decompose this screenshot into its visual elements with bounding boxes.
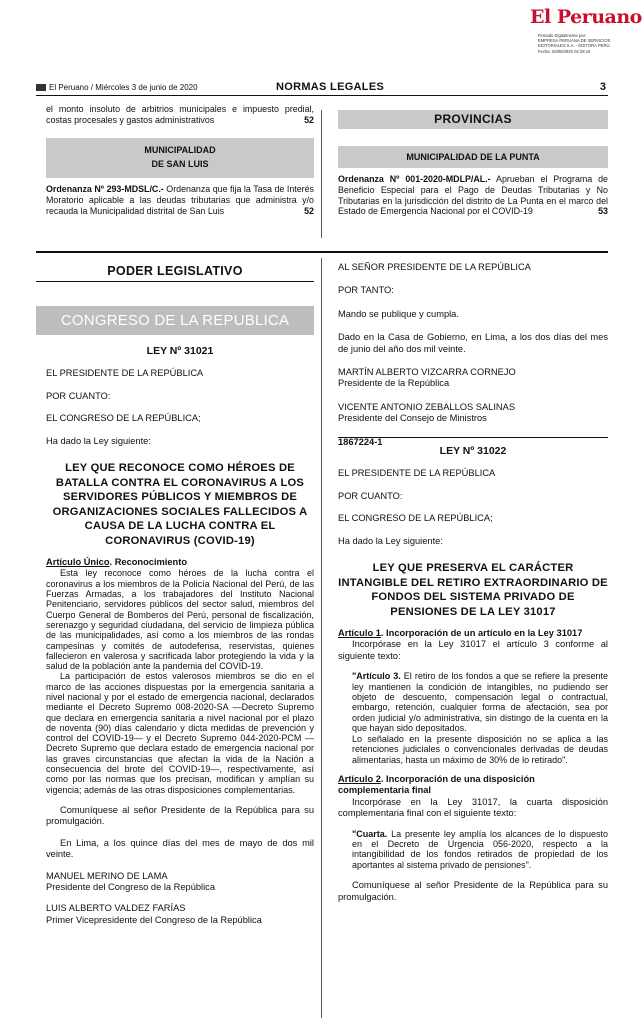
signer-role: Primer Vicepresidente del Congreso de la República <box>46 914 262 925</box>
page-header <box>36 80 608 96</box>
law-line: EL CONGRESO DE LA REPÚBLICA; <box>46 413 201 424</box>
law-line: Mando se publique y cumpla. <box>338 308 459 319</box>
signer-name: MARTÍN ALBERTO VIZCARRA CORNEJO <box>338 367 516 378</box>
signer-name: MANUEL MERINO DE LAMA <box>46 870 168 881</box>
column-divider <box>321 110 322 238</box>
article-label: Artículo 2 <box>338 773 381 784</box>
law-line: EL CONGRESO DE LA REPÚBLICA; <box>338 513 493 524</box>
header-date <box>36 83 198 92</box>
la-punta-box: MUNICIPALIDAD DE LA PUNTA <box>338 146 608 168</box>
quoted-text: La presente ley amplía los alcances de lo dispuesto en el Decreto de Urgencia 056-2020, respecto a la intangibilidad de los fondos retirados de propiedad de los aportantes al sistema privado de pensiones". <box>352 828 608 870</box>
quoted-label: "Cuarta. <box>352 828 388 839</box>
law-separator <box>338 437 608 438</box>
law-line: EL PRESIDENTE DE LA REPÚBLICA <box>338 468 496 479</box>
summary-page: 52 <box>304 114 314 125</box>
signer-role: Presidente del Congreso de la República <box>46 882 216 892</box>
page-number: 3 <box>599 81 606 93</box>
signature-line: EDITORIALES S.A. - EDITORA PERU <box>538 43 610 49</box>
law-line: Ha dado la Ley siguiente: <box>338 535 443 546</box>
article-paragraph: Esta ley reconoce como héroes de la lucha contra el coronavirus a los miembros de la Policía Nacional del Perú, de las Fuerzas Armadas, a los trabajadores del Instituto Nacional Penitenciario, servidores públicos del sector salud, miembros del Cuerpo General de Bomberos del Perú, personal de fiscalización, serenazgo y seguridad ciudadana, del servicio de limpieza pública de las municipalidades, así como a los miembros de las rondas campesinas y comités de autodefensa, reservistas, quienes fallecieron en valerosa y sacrificada labor protegiendo la vida y la salud de la población ante la pandemia del COVID-19. <box>46 568 314 672</box>
quoted-text: El retiro de los fondos a que se refiere la presente ley mantienen la condición de intangibles, no pudiendo ser objeto de descuento, compensación legal o contractual, embargo, retención, cualquier forma de afectación, sea por orden judicial y/o administrativa, sin distingo de la cuenta en la que hayan sido depositados. <box>352 671 608 734</box>
article-paragraph: Incorpórase en la Ley 31017 el artículo 3 conforme al siguiente texto: <box>338 639 608 661</box>
law-line: POR TANTO: <box>338 285 394 296</box>
signature-line: Fecha: 03/06/2020 04:28:15 <box>538 48 591 54</box>
law-line: EL PRESIDENTE DE LA REPÚBLICA <box>46 368 204 379</box>
law-number: LEY Nº 31022 <box>439 445 507 457</box>
article-title: . Incorporación de un artículo en la Ley 31017 <box>380 628 583 639</box>
summary-san-luis <box>46 184 314 216</box>
signature-line: Firmado Digitalmente por: <box>538 33 587 38</box>
congreso-banner: CONGRESO DE LA REPUBLICA <box>36 306 314 335</box>
article-title: . Reconocimiento <box>109 557 188 568</box>
ordinance-text: Ordenanza que fija la Tasa de Interés Moratorio aplicable a las deudas tributarias que administra y/o recauda la Municipalidad distrital de San Luis <box>46 184 314 216</box>
signer-role: Presidente de la República <box>338 378 450 389</box>
summary-la-punta <box>338 174 608 217</box>
signer-name: VICENTE ANTONIO ZEBALLOS SALINAS <box>338 401 516 412</box>
article-paragraph: La participación de estos valerosos miembros se dio en el marco de las acciones dispuestas por la emergencia sanitaria a nivel nacional y por el estado de emergencia nacional, declarados mediante el Decreto Supremo 008-2020-SA —Decreto Supremo que declara en emergencia sanitaria a nivel nacional por el plazo de noventa (90) días calendario y dicta medidas de prevención y control del COVID-19— y el Decreto Supremo 044-2020-PCM —Decreto Supremo que declara estado de emergencia nacional por las graves circunstancias que afectan la vida de la Nación a consecuencia del brote del COVID-19—, respectivamente, así como por las normas que los precisan, modifican y amplían su vigencia; además de las otras disposiciones complementarias. <box>46 671 314 795</box>
law-title: LEY QUE PRESERVA EL CARÁCTER INTANGIBLE DEL RETIRO EXTRAORDINARIO DE FONDOS DEL SISTEMA PRIVADO DE PENSIONES DE LA LEY 31017 <box>338 562 608 618</box>
section-rule <box>36 251 608 253</box>
law-line: AL SEÑOR PRESIDENTE DE LA REPÚBLICA <box>338 262 531 272</box>
closing-paragraph: Comuníquese al señor Presidente de la República para su promulgación. <box>46 804 314 827</box>
article-label: Artículo Único <box>46 557 110 568</box>
ordinance-page: 52 <box>304 205 314 216</box>
quoted-article: Lo señalado en la presente disposición no se aplica a las retenciones judiciales o convencionales derivadas de deudas alimentarias, hasta un máximo de 30% de lo retirado". <box>352 733 608 765</box>
law-31021 <box>46 346 314 926</box>
signer-name: LUIS ALBERTO VALDEZ FARÍAS <box>46 903 186 914</box>
signature-line: EMPRESA PERUANA DE SERVICIOS <box>538 38 611 44</box>
publication-code: 1867224-1 <box>338 436 383 447</box>
law-line: POR CUANTO: <box>46 390 111 401</box>
law-number: LEY Nº 31021 <box>146 345 214 357</box>
law-line: Dado en la Casa de Gobierno, en Lima, a los dos días del mes de junio del año dos mil veinte. <box>338 332 608 354</box>
law-title: LEY QUE RECONOCE COMO HÉROES DE BATALLA CONTRA EL CORONAVIRUS A LOS SERVIDORES PÚBLICOS Y MIEMBROS DE ORGANIZACIONES SOCIALES FALLECIDOS A CAUSA DE LA LUCHA CONTRA EL CORONAVIRUS (COVID-19) <box>52 462 308 547</box>
law-line: Ha dado la Ley siguiente: <box>46 435 151 446</box>
signer-role: Presidente del Consejo de Ministros <box>338 413 487 424</box>
ordinance-number: Ordenanza Nº 293-MDSL/C.- <box>46 184 164 194</box>
municipality-line: MUNICIPALIDAD <box>144 145 216 155</box>
article-label: Artículo 1 <box>338 628 381 639</box>
ordinance-number: Ordenanza Nº 001-2020-MDLP/AL.- <box>338 174 491 184</box>
summary-text: el monto insoluto de arbitrios municipales e impuesto predial, costas procesales y gastos administrativos <box>46 104 314 125</box>
ordinance-page: 53 <box>598 206 608 217</box>
provincias-banner: PROVINCIAS <box>338 110 608 129</box>
column-divider <box>321 258 322 1018</box>
article-heading <box>46 557 314 568</box>
closing-paragraph: Comuníquese al señor Presidente de la República para su promulgación. <box>338 880 608 902</box>
quoted-label: "Artículo 3. <box>352 671 401 682</box>
ordinance-text: Aprueban el Programa de Beneficio Especial para el Pago de Deudas Tributarias y No Tributarias en la jurisdicción del distrito de La Punta en el marco del Estado de Emergencia Nacional por el COVID-19 <box>338 174 608 217</box>
law-31021-continuation <box>338 262 608 448</box>
header-date-text: El Peruano / Miércoles 3 de junio de 2020 <box>49 83 198 92</box>
municipality-line: DE SAN LUIS <box>151 159 209 169</box>
quoted-article <box>338 671 608 733</box>
law-31022 <box>338 446 608 903</box>
law-line: POR CUANTO: <box>338 490 403 501</box>
poder-legislativo-heading: PODER LEGISLATIVO <box>36 264 314 282</box>
article-title: . Incorporación de una disposición complementaria final <box>338 773 535 796</box>
quoted-article <box>338 829 608 871</box>
newspaper-icon <box>36 84 46 91</box>
article-heading <box>338 628 608 639</box>
el-peruano-logo: El Peruano <box>530 6 642 28</box>
municipality-box <box>46 138 314 178</box>
header-section: NORMAS LEGALES <box>276 81 385 93</box>
article-paragraph: Incorpórase en la Ley 31017, la cuarta disposición complementaria final con el siguiente texto: <box>338 796 608 819</box>
summary-top-left <box>46 104 314 126</box>
article-heading <box>338 774 608 797</box>
closing-paragraph: En Lima, a los quince días del mes de mayo de dos mil veinte. <box>46 837 314 860</box>
digital-signature <box>538 33 638 54</box>
